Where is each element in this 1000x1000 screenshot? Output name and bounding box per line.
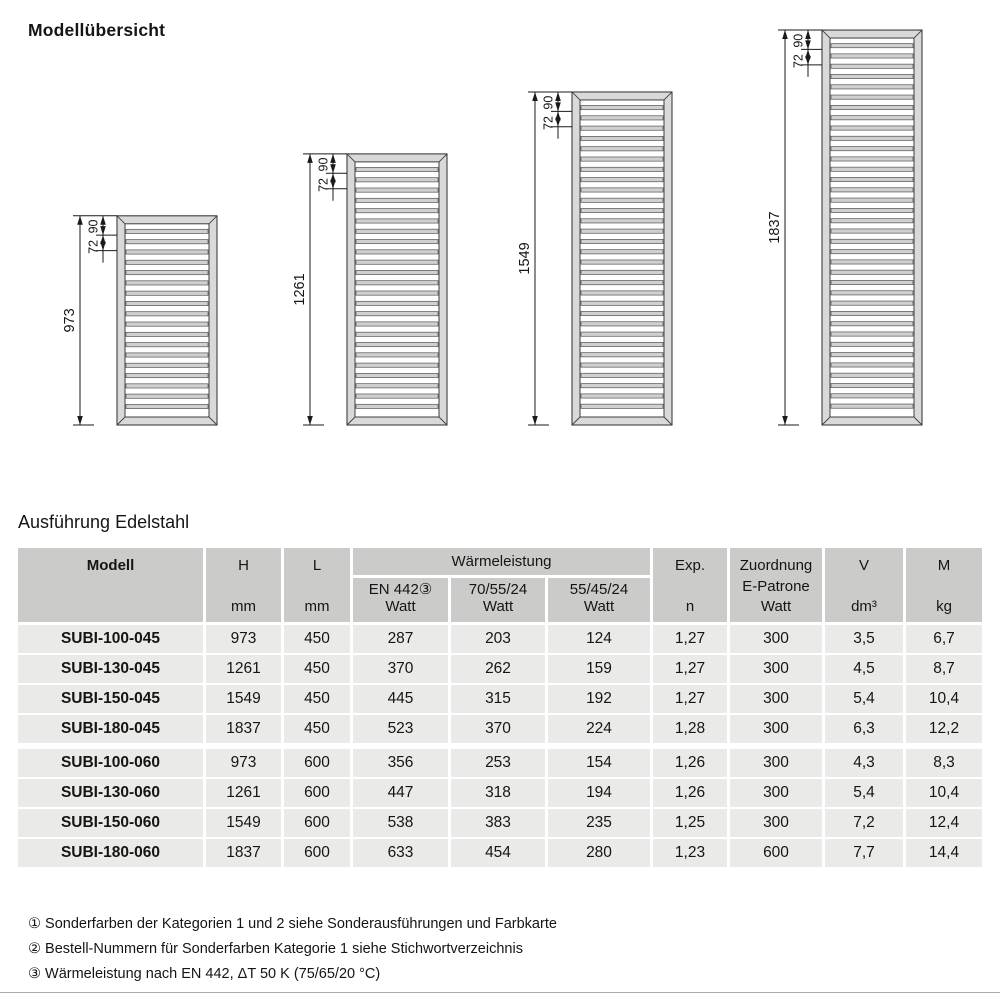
value-cell: 300: [730, 625, 822, 653]
dim-72-label: 72: [86, 239, 101, 254]
header-l: [284, 548, 350, 622]
header-l-unit: mm: [304, 598, 330, 615]
value-cell: 12,4: [906, 809, 982, 837]
value-cell: 1,26: [653, 779, 727, 807]
header-waermeleistung-group: [353, 548, 650, 622]
radiator-diagram: [517, 92, 672, 425]
dim-90-label: 90: [791, 33, 806, 48]
header-h-unit: mm: [231, 598, 256, 615]
dim-90-label: 90: [316, 157, 331, 172]
header-l-label: L: [312, 557, 322, 574]
value-cell: 192: [548, 685, 650, 713]
value-cell: 450: [284, 625, 350, 653]
dim-72-label: 72: [541, 116, 556, 131]
value-cell: 300: [730, 809, 822, 837]
header-waermeleistung-label: Wärmeleistung: [353, 548, 650, 575]
header-en442-label: EN 442③: [368, 581, 433, 598]
footnote-line: ① Sonderfarben der Kategorien 1 und 2 siehe Sonderausführungen und Farbkarte: [28, 916, 557, 932]
value-cell: 8,7: [906, 655, 982, 683]
value-cell: 523: [353, 715, 448, 743]
table-section-title: Ausführung Edelstahl: [18, 512, 190, 532]
radiator-diagram: [62, 216, 217, 425]
table-row-group: [18, 625, 982, 743]
value-cell: 1549: [206, 685, 281, 713]
dim-90-label: 90: [541, 95, 556, 110]
header-705524-label: 70/55/24: [468, 581, 528, 598]
value-cell: 447: [353, 779, 448, 807]
value-cell: 1549: [206, 809, 281, 837]
table-header: [18, 548, 982, 622]
height-dimension-label: 1549: [516, 242, 533, 275]
value-cell: 287: [353, 625, 448, 653]
value-cell: 1,28: [653, 715, 727, 743]
page-bottom-rule: [0, 992, 1000, 993]
footnote-line: ③ Wärmeleistung nach EN 442, ΔT 50 K (75/65/20 °C): [28, 966, 381, 982]
model-cell: SUBI-180-060: [18, 839, 203, 867]
height-dimension-label: 1837: [766, 211, 783, 244]
value-cell: 973: [206, 749, 281, 777]
value-cell: 600: [284, 809, 350, 837]
spec-table: [18, 548, 982, 867]
value-cell: 3,5: [825, 625, 903, 653]
value-cell: 454: [451, 839, 545, 867]
page-title: Modellübersicht: [28, 20, 166, 40]
header-epatrone-label: E-Patrone: [742, 577, 810, 595]
value-cell: 5,4: [825, 779, 903, 807]
header-m: [906, 548, 982, 622]
value-cell: 370: [451, 715, 545, 743]
dim-72-label: 72: [316, 178, 331, 192]
value-cell: 1,27: [653, 625, 727, 653]
header-m-unit: kg: [936, 598, 952, 615]
value-cell: 1837: [206, 839, 281, 867]
header-exp-unit: n: [685, 598, 695, 615]
value-cell: 600: [730, 839, 822, 867]
height-dimension-label: 973: [61, 308, 78, 333]
value-cell: 6,7: [906, 625, 982, 653]
value-cell: 124: [548, 625, 650, 653]
value-cell: 4,5: [825, 655, 903, 683]
value-cell: 300: [730, 749, 822, 777]
header-554524: [548, 578, 650, 622]
header-m-label: M: [937, 557, 951, 574]
value-cell: 7,2: [825, 809, 903, 837]
value-cell: 280: [548, 839, 650, 867]
value-cell: 262: [451, 655, 545, 683]
model-cell: SUBI-180-045: [18, 715, 203, 743]
header-en442-unit: Watt: [385, 598, 416, 615]
value-cell: 10,4: [906, 685, 982, 713]
value-cell: 4,3: [825, 749, 903, 777]
value-cell: 5,4: [825, 685, 903, 713]
value-cell: 6,3: [825, 715, 903, 743]
header-zuordnung-unit: Watt: [760, 598, 792, 615]
header-en442: [353, 578, 448, 622]
value-cell: 450: [284, 715, 350, 743]
value-cell: 318: [451, 779, 545, 807]
value-cell: 14,4: [906, 839, 982, 867]
header-zuordnung-label: Zuordnung: [739, 557, 813, 574]
dim-72-label: 72: [791, 54, 806, 69]
value-cell: 300: [730, 779, 822, 807]
value-cell: 1,26: [653, 749, 727, 777]
value-cell: 1837: [206, 715, 281, 743]
value-cell: 8,3: [906, 749, 982, 777]
model-cell: SUBI-150-060: [18, 809, 203, 837]
radiator-diagram: [292, 154, 447, 425]
value-cell: 383: [451, 809, 545, 837]
header-modell-label: Modell: [86, 557, 135, 574]
value-cell: 600: [284, 839, 350, 867]
value-cell: 300: [730, 655, 822, 683]
model-cell: SUBI-130-060: [18, 779, 203, 807]
value-cell: 1261: [206, 655, 281, 683]
value-cell: 633: [353, 839, 448, 867]
value-cell: 370: [353, 655, 448, 683]
value-cell: 1,27: [653, 685, 727, 713]
header-554524-label: 55/45/24: [569, 581, 629, 598]
value-cell: 12,2: [906, 715, 982, 743]
header-v: [825, 548, 903, 622]
value-cell: 235: [548, 809, 650, 837]
value-cell: 450: [284, 655, 350, 683]
diagram-svg: [0, 0, 1000, 480]
value-cell: 445: [353, 685, 448, 713]
header-705524: [451, 578, 545, 622]
value-cell: 1,27: [653, 655, 727, 683]
header-705524-unit: Watt: [482, 598, 514, 615]
value-cell: 1,25: [653, 809, 727, 837]
value-cell: 600: [284, 749, 350, 777]
model-cell: SUBI-150-045: [18, 685, 203, 713]
header-v-label: V: [858, 557, 869, 574]
value-cell: 10,4: [906, 779, 982, 807]
footnotes: [28, 912, 557, 987]
header-v-unit: dm³: [851, 598, 877, 615]
value-cell: 194: [548, 779, 650, 807]
radiator-diagram: [767, 30, 922, 425]
model-cell: SUBI-100-060: [18, 749, 203, 777]
value-cell: 450: [284, 685, 350, 713]
table-body: [18, 625, 982, 867]
value-cell: 973: [206, 625, 281, 653]
value-cell: 1,23: [653, 839, 727, 867]
header-exp-label: Exp.: [674, 557, 705, 574]
value-cell: 600: [284, 779, 350, 807]
model-cell: SUBI-130-045: [18, 655, 203, 683]
header-h-label: H: [238, 557, 249, 574]
header-exp: [653, 548, 727, 622]
header-554524-unit: Watt: [583, 598, 615, 615]
value-cell: 356: [353, 749, 448, 777]
value-cell: 154: [548, 749, 650, 777]
footnote-line: ② Bestell-Nummern für Sonderfarben Kategorie 1 siehe Stichwortverzeichnis: [28, 941, 523, 957]
header-modell: [18, 548, 203, 622]
table-row-group: [18, 749, 982, 867]
header-h: [206, 548, 281, 622]
value-cell: 253: [451, 749, 545, 777]
model-cell: SUBI-100-045: [18, 625, 203, 653]
radiator-model-diagrams: [0, 0, 1000, 480]
dim-90-label: 90: [86, 219, 101, 234]
header-zuordnung: [730, 548, 822, 622]
value-cell: 300: [730, 715, 822, 743]
value-cell: 538: [353, 809, 448, 837]
value-cell: 300: [730, 685, 822, 713]
height-dimension-label: 1261: [291, 273, 308, 306]
value-cell: 159: [548, 655, 650, 683]
value-cell: 315: [451, 685, 545, 713]
value-cell: 224: [548, 715, 650, 743]
header-waermeleistung-subcolumns: [353, 578, 650, 622]
value-cell: 1261: [206, 779, 281, 807]
value-cell: 203: [451, 625, 545, 653]
value-cell: 7,7: [825, 839, 903, 867]
